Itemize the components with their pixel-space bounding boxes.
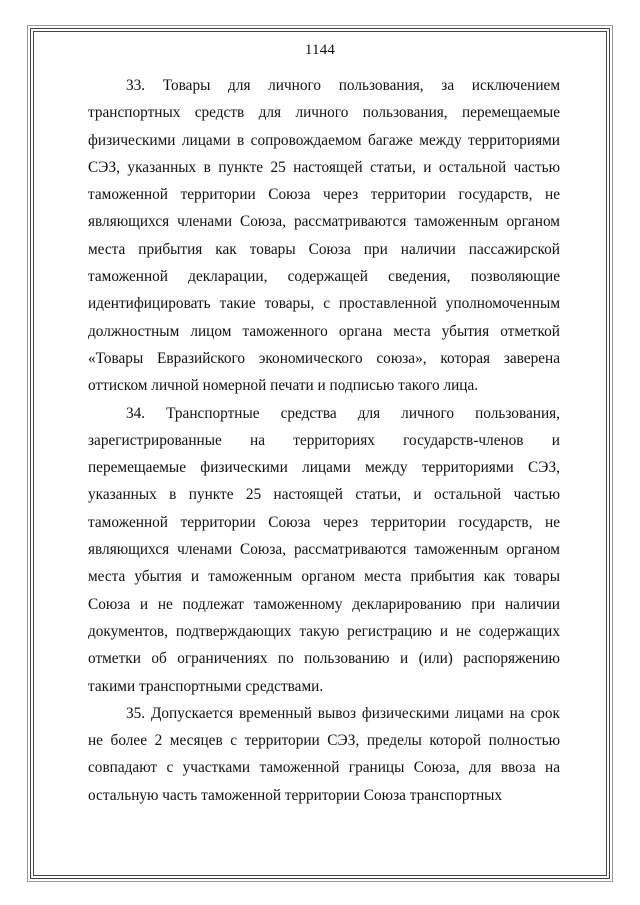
paragraph-34: 34. Транспортные средства для личного пользования, зарегистрированные на территориях государств-членов и перемещаемые физическими лицами между территориями СЭЗ, указанных в пункте 25 настоящей статьи, и остальной частью таможенной территории Союза через территории государств, не являющихся членами Союза, рассматриваются таможенным органом места убытия и таможенным органом места прибытия как товары Союза и не подлежат таможенному декларированию при наличии документов, подтверждающих такую регистрацию и не содержащих отметки об ограничениях по пользованию и (или) распоряжению такими транспортными средствами. [88, 404, 560, 695]
page-frame [30, 28, 610, 879]
page-number: 1144 [304, 42, 336, 58]
paragraph-35: 35. Допускается временный вывоз физическими лицами на срок не более 2 месяцев с территории СЭЗ, пределы которой полностью совпадают с участками таможенной границы Союза, для ввоза на остальную часть таможенной территории Союза транспортных [88, 704, 560, 804]
document-body [88, 72, 560, 809]
paragraph-33: 33. Товары для личного пользования, за исключением транспортных средств для личного пользования, перемещаемые физическими лицами в сопровождаемом багаже между территориями СЭЗ, указанных в пункте 25 настоящей статьи, и остальной частью таможенной территории Союза через территории государств, не являющихся членами Союза, рассматриваются таможенным органом места прибытия как товары Союза при наличии пассажирской таможенной декларации, содержащей сведения, позволяющие идентифицировать такие товары, с проставленной уполномоченным должностным лицом таможенного органа места убытия отметкой «Товары Евразийского экономического союза», которая заверена оттиском личной номерной печати и подписью такого лица. [88, 77, 560, 395]
